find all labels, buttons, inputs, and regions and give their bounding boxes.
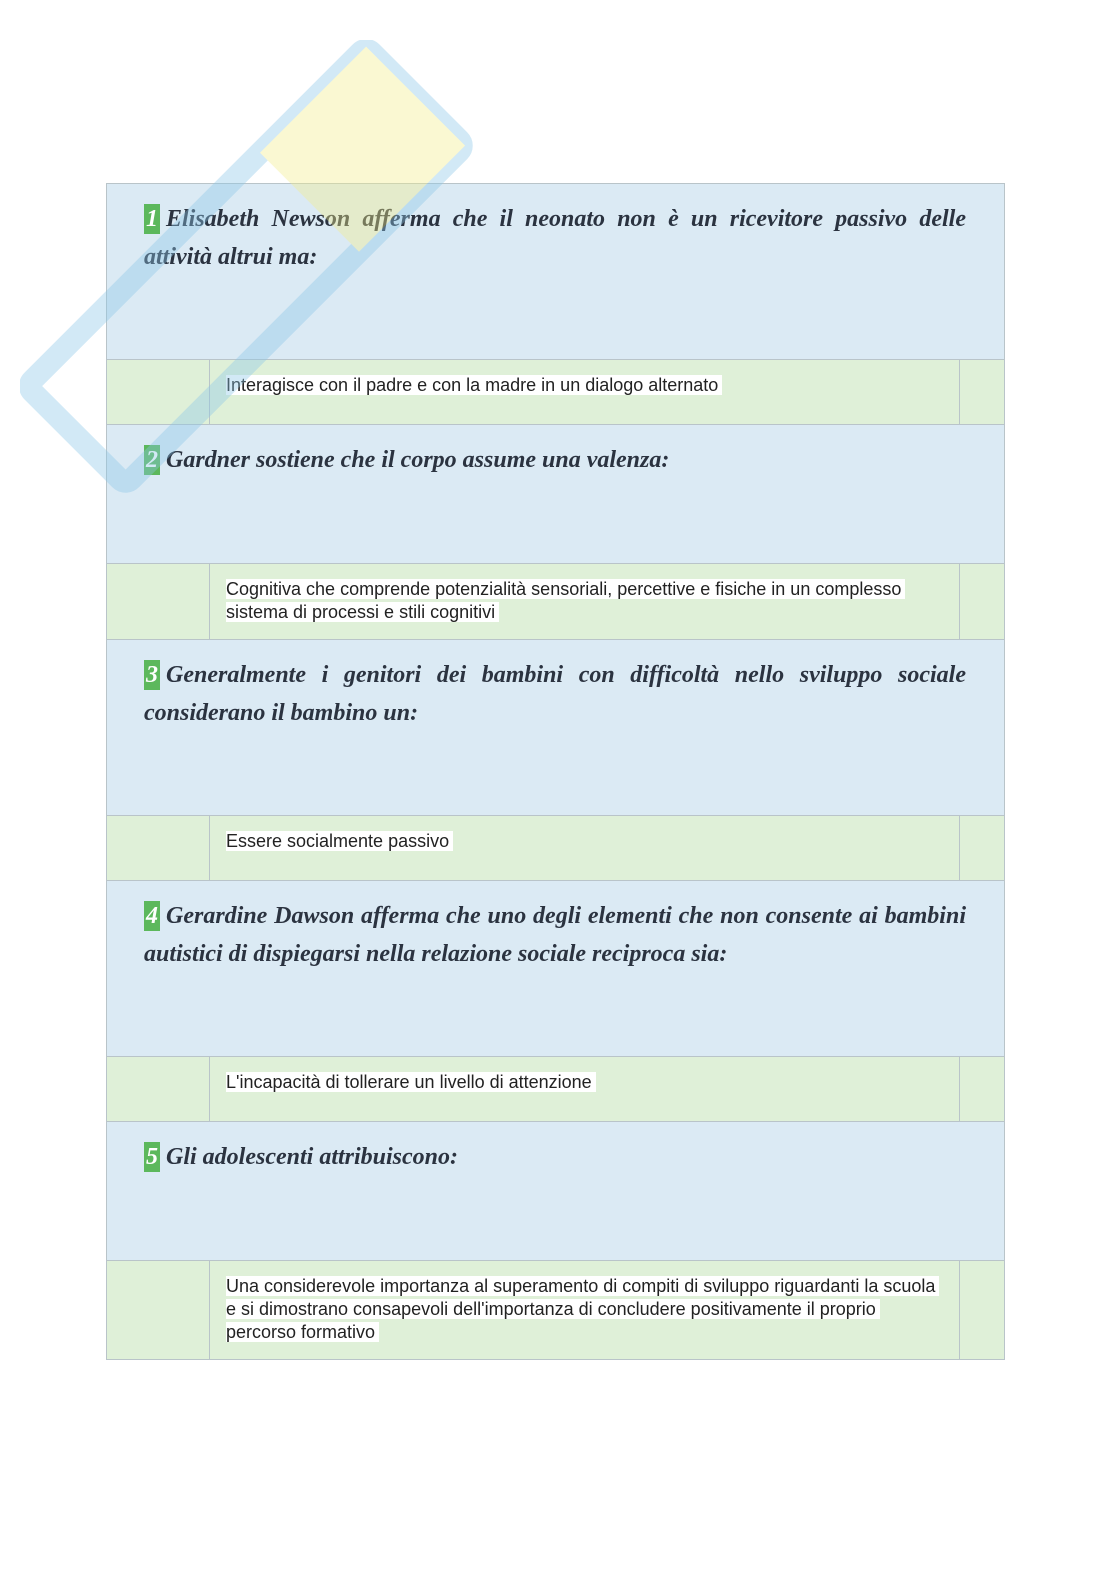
answer-cell-left [107, 1261, 210, 1359]
question-number: 3 [146, 662, 158, 688]
answer-row [107, 1261, 1004, 1360]
question-label: Generalmente i genitori dei bambini con difficoltà nello sviluppo sociale considerano il bambino un: [144, 662, 966, 726]
question-row [107, 184, 1004, 360]
answer-cell [210, 360, 959, 424]
question-row [107, 425, 1004, 564]
question-number: 5 [146, 1144, 158, 1170]
answer-text: Essere socialmente passivo [226, 831, 453, 851]
question-number: 4 [146, 903, 158, 929]
answer-cell-right [959, 360, 1004, 424]
answer-text: L'incapacità di tollerare un livello di attenzione [226, 1072, 596, 1092]
question-number: 2 [146, 447, 158, 473]
answer-row [107, 1057, 1004, 1122]
question-label: Gli adolescenti attribuiscono: [166, 1144, 459, 1170]
answer-cell-left [107, 360, 210, 424]
question-row [107, 1122, 1004, 1261]
question-row [107, 640, 1004, 816]
question-number: 1 [146, 206, 158, 232]
question-text [144, 897, 966, 973]
answer-row [107, 816, 1004, 881]
answer-text: Cognitiva che comprende potenzialità sensoriali, percettive e fisiche in un complesso sistema di processi e stili cognitivi [226, 579, 905, 622]
answer-cell-right [959, 1057, 1004, 1121]
quiz-table [106, 183, 1005, 1360]
answer-row [107, 360, 1004, 425]
question-label: Gerardine Dawson afferma che uno degli elementi che non consente ai bambini autistici di dispiegarsi nella relazione sociale reciproca sia: [144, 903, 966, 967]
question-label: Elisabeth Newson afferma che il neonato non è un ricevitore passivo delle attività altrui ma: [144, 206, 966, 270]
answer-text: Una considerevole importanza al superamento di compiti di sviluppo riguardanti la scuola e si dimostrano consapevoli dell'importanza di concludere positivamente il proprio percorso formativo [226, 1276, 939, 1342]
answer-cell-right [959, 816, 1004, 880]
answer-cell [210, 1057, 959, 1121]
question-text [144, 441, 966, 479]
question-text [144, 200, 966, 276]
question-label: Gardner sostiene che il corpo assume una valenza: [166, 447, 670, 473]
answer-cell [210, 1261, 959, 1359]
answer-cell-right [959, 1261, 1004, 1359]
question-row [107, 881, 1004, 1057]
answer-text: Interagisce con il padre e con la madre in un dialogo alternato [226, 375, 722, 395]
answer-cell-left [107, 1057, 210, 1121]
answer-cell [210, 564, 959, 639]
answer-cell [210, 816, 959, 880]
answer-row [107, 564, 1004, 640]
question-text [144, 656, 966, 732]
answer-cell-left [107, 816, 210, 880]
answer-cell-right [959, 564, 1004, 639]
answer-cell-left [107, 564, 210, 639]
question-text [144, 1138, 966, 1176]
